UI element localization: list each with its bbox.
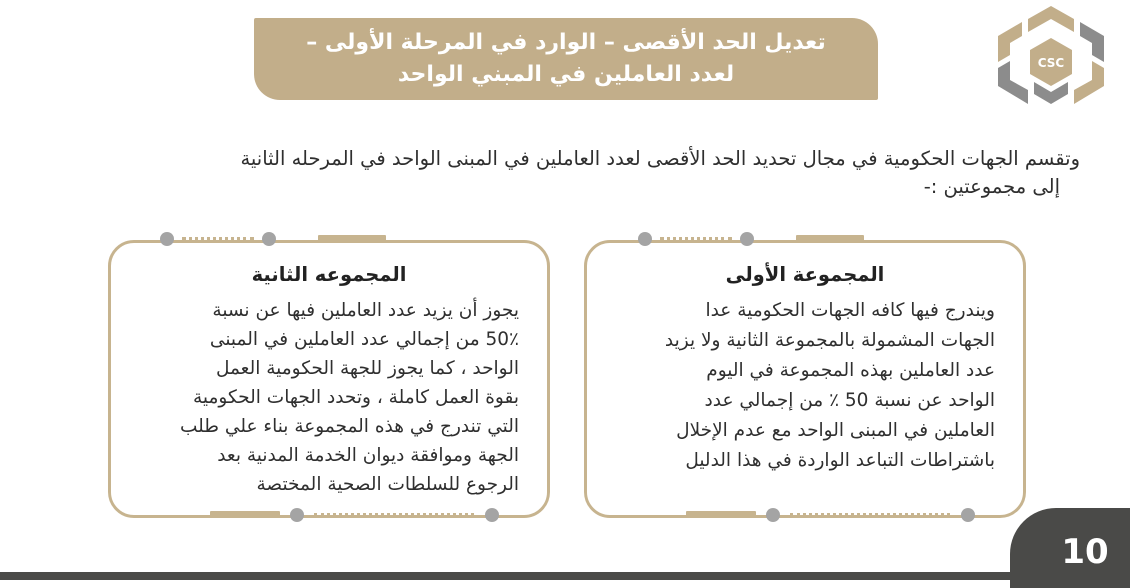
- title-line-1: تعديل الحد الأقصى – الوارد في المرحلة الأولى –: [306, 30, 826, 55]
- card-decoration: [686, 510, 986, 520]
- group-two-heading: المجموعه الثانية: [251, 263, 407, 286]
- intro-line-1: وتقسم الجهات الحكومية في مجال تحديد الحد الأقصى لعدد العاملين في المبنى الواحد في المرحله الثانية: [240, 147, 1080, 170]
- card-decoration: [638, 234, 878, 244]
- card-decoration: [160, 234, 400, 244]
- group-two-line: يجوز أن يزيد عدد العاملين فيها عن نسبة: [212, 300, 519, 321]
- group-one-line: العاملين في المبنى الواحد مع عدم الإخلال: [676, 420, 995, 441]
- footer-band: [0, 572, 1130, 580]
- group-one-body: [587, 296, 1023, 476]
- intro-paragraph: [40, 145, 1080, 201]
- group-two-body: [111, 296, 547, 499]
- group-one-line: باشتراطات التباعد الواردة في هذا الدليل: [685, 450, 995, 471]
- group-one-line: الجهات المشمولة بالمجموعة الثانية ولا يزيد: [664, 330, 995, 351]
- title-banner: [254, 18, 878, 100]
- group-two-line: 50٪ من إجمالي عدد العاملين في المبنى: [209, 329, 519, 350]
- group-two-line: الواحد ، كما يجوز للجهة الحكومية العمل: [215, 358, 519, 379]
- group-one-line: الواحد عن نسبة 50 ٪ من إجمالي عدد: [704, 390, 995, 411]
- svg-text:CSC: CSC: [1037, 56, 1065, 70]
- group-two-card: [108, 240, 550, 518]
- group-one-line: عدد العاملين بهذه المجموعة في اليوم: [706, 360, 995, 381]
- page-number: 10: [1061, 532, 1109, 572]
- group-two-line: بقوة العمل كاملة ، وتحدد الجهات الحكومية: [193, 387, 519, 408]
- csc-logo: [992, 4, 1110, 108]
- group-one-card: [584, 240, 1026, 518]
- group-two-line: الرجوع للسلطات الصحية المختصة: [256, 474, 519, 495]
- group-two-line: التي تندرج في هذه المجموعة بناء علي طلب: [180, 416, 519, 437]
- group-two-line: الجهة وموافقة ديوان الخدمة المدنية بعد: [217, 445, 519, 466]
- group-one-line: ويندرج فيها كافه الجهات الحكومية عدا: [705, 300, 995, 321]
- intro-line-2: إلى مجموعتين :-: [923, 175, 1060, 198]
- card-decoration: [210, 510, 510, 520]
- group-one-heading: المجموعة الأولى: [725, 263, 885, 286]
- title-line-2: لعدد العاملين في المبني الواحد: [397, 62, 735, 87]
